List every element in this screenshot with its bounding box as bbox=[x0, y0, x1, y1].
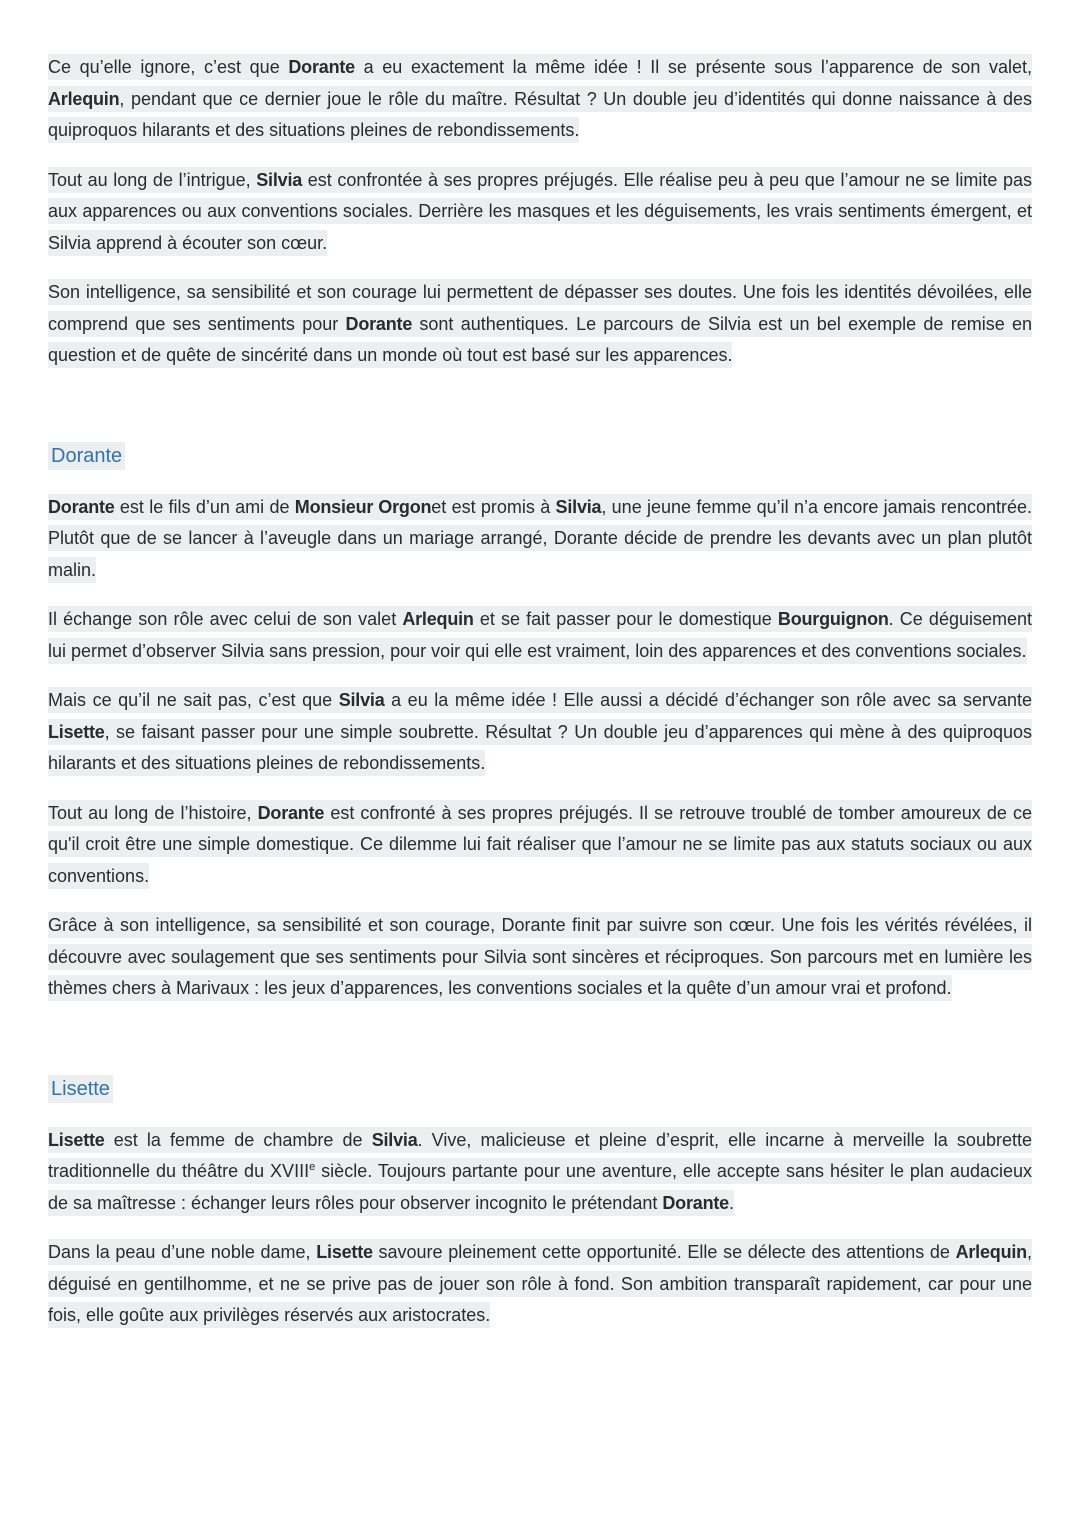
highlighted-text: Dans la peau d’une noble dame, Lisette savoure pleinement cette opportunité. Elle se délecte des attentions de Arlequin, déguisé en gentilhomme, et ne se prive pas de jouer son rôle à fond. Son ambition transparaît rapidement, car pour une fois, elle goûte aux privilèges réservés aux aristocrates. bbox=[48, 1239, 1032, 1328]
character-name: Silvia bbox=[256, 169, 303, 190]
heading-text: Dorante bbox=[48, 442, 125, 470]
character-name: Bourguignon bbox=[777, 609, 889, 629]
highlighted-text: Son intelligence, sa sensibilité et son courage lui permettent de dépasser ses doutes. Une fois les identités dévoilées, elle comprend que ses sentiments pour Dorante sont authentiques. Le parcours de Silvia est un bel exemple de remise en question et de quête de sincérité dans un monde où tout est basé sur les apparences. bbox=[48, 279, 1032, 368]
character-name: Silvia bbox=[555, 496, 602, 517]
character-name: Dorante bbox=[662, 1192, 729, 1213]
highlighted-text: Ce qu’elle ignore, c’est que Dorante a eu exactement la même idée ! Il se présente sous l’apparence de son valet, Arlequin, pendant que ce dernier joue le rôle du maître. Résultat ? Un double jeu d’identités qui donne naissance à des quiproquos hilarants et des situations pleines de rebondissements. bbox=[48, 54, 1032, 143]
section-heading-dorante bbox=[48, 439, 1032, 474]
character-name: Arlequin bbox=[48, 88, 120, 109]
paragraph bbox=[48, 798, 1032, 893]
paragraph bbox=[48, 1237, 1032, 1332]
paragraph bbox=[48, 910, 1032, 1005]
character-name: Silvia bbox=[338, 690, 385, 710]
paragraph bbox=[48, 165, 1032, 260]
character-name: Lisette bbox=[48, 721, 105, 742]
highlighted-text: Tout au long de l’histoire, Dorante est confronté à ses propres préjugés. Il se retrouve troublé de tomber amoureux de ce qu'il croit être une simple domestique. Ce dilemme lui fait réaliser que l’amour ne se limite pas aux statuts sociaux ou aux conventions. bbox=[48, 800, 1032, 889]
character-name: Silvia bbox=[371, 1129, 418, 1150]
highlighted-text: Grâce à son intelligence, sa sensibilité et son courage, Dorante finit par suivre son cœur. Une fois les vérités révélées, il découvre avec soulagement que ses sentiments pour Silvia sont sincères et réciproques. Son parcours met en lumière les thèmes chers à Marivaux : les jeux d’apparences, les conventions sociales et la quête d’un amour vrai et profond. bbox=[48, 912, 1032, 1001]
highlighted-text: Tout au long de l’intrigue, Silvia est confrontée à ses propres préjugés. Elle réalise peu à peu que l’amour ne se limite pas aux apparences ou aux conventions sociales. Derrière les masques et les déguisements, les vrais sentiments émergent, et Silvia apprend à écouter son cœur. bbox=[48, 167, 1032, 256]
highlighted-text: Mais ce qu’il ne sait pas, c’est que Silvia a eu la même idée ! Elle aussi a décidé d’échanger son rôle avec sa servante Lisette, se faisant passer pour une simple soubrette. Résultat ? Un double jeu d’apparences qui mène à des quiproquos hilarants et des situations pleines de rebondissements. bbox=[48, 687, 1032, 776]
section-heading-lisette bbox=[48, 1072, 1032, 1107]
paragraph bbox=[48, 52, 1032, 147]
character-name: Monsieur Orgon bbox=[294, 496, 432, 517]
highlighted-text: Il échange son rôle avec celui de son valet Arlequin et se fait passer pour le domestique Bourguignon. Ce déguisement lui permet d’observer Silvia sans pression, pour voir qui elle est vraiment, loin des apparences et des conventions sociales. bbox=[48, 606, 1032, 664]
paragraph bbox=[48, 1125, 1032, 1220]
character-name: Lisette bbox=[48, 1129, 105, 1150]
paragraph bbox=[48, 277, 1032, 372]
character-name: Arlequin bbox=[955, 1242, 1027, 1262]
character-name: Lisette bbox=[316, 1242, 373, 1262]
superscript-text: e bbox=[309, 1161, 316, 1173]
heading-text: Lisette bbox=[48, 1075, 113, 1103]
document-content bbox=[48, 52, 1032, 1332]
paragraph bbox=[48, 685, 1032, 780]
character-name: Dorante bbox=[48, 496, 115, 517]
character-name: Dorante bbox=[345, 313, 413, 334]
character-name: Arlequin bbox=[402, 609, 474, 629]
highlighted-text: Dorante est le fils d’un ami de Monsieur Orgonet est promis à Silvia, une jeune femme qu’il n’a encore jamais rencontrée. Plutôt que de se lancer à l’aveugle dans un mariage arrangé, Dorante décide de prendre les devants avec un plan plutôt malin. bbox=[48, 494, 1032, 583]
paragraph bbox=[48, 604, 1032, 667]
character-name: Dorante bbox=[257, 802, 325, 823]
character-name: Dorante bbox=[288, 57, 355, 77]
highlighted-text: Lisette est la femme de chambre de Silvia. Vive, malicieuse et pleine d’esprit, elle incarne à merveille la soubrette traditionnelle du théâtre du XVIIIe siècle. Toujours partante pour une aventure, elle accepte sans hésiter le plan audacieux de sa maîtresse : échanger leurs rôles pour observer incognito le prétendant Dorante. bbox=[48, 1127, 1032, 1216]
blank-line bbox=[48, 390, 1032, 439]
paragraph bbox=[48, 492, 1032, 587]
blank-line bbox=[48, 1023, 1032, 1072]
